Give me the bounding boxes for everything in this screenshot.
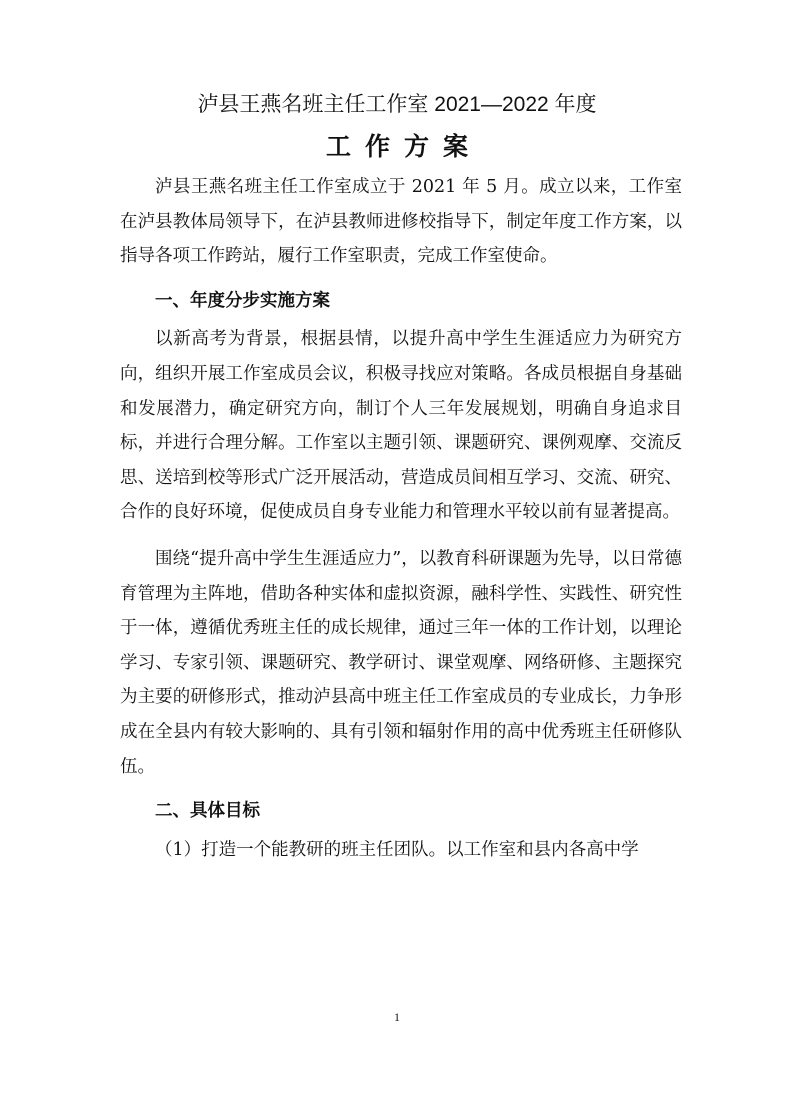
section1-paragraph-1: 以新高考为背景，根据县情，以提升高中学生生涯适应力为研究方向，组织开展工作室成员会议，积极寻找应对策略。各成员根据自身基础和发展潜力，确定研究方向，制订个人三年发展规划，明确自身追求目标，并进行合理分解。工作室以主题引领、课题研究、课例观摩、交流反思、送培到校等形式广泛开展活动，营造成员间相互学习、交流、研究、合作的良好环境，促使成员自身专业能力和管理水平较以前有显著提高。 [120, 329, 682, 523]
document-subtitle: 工作方案 [325, 132, 482, 161]
intro-paragraph: 泸县王燕名班主任工作室成立于 2021 年 5 月。成立以来，工作室在泸县教体局领导下，在泸县教师进修校指导下，制定年度工作方案，以指导各项工作跨站，履行工作室职责，完成工作室使命。 [120, 177, 682, 267]
page-number: 1 [394, 1010, 400, 1024]
section-heading-1: 一、年度分步实施方案 [155, 290, 330, 311]
document-title: 泸县王燕名班主任工作室 2021—2022 年度 [197, 93, 597, 116]
section1-paragraph-2: 围绕“提升高中学生生涯适应力”，以教育科研课题为先导，以日常德育管理为主阵地，借助各种实体和虚拟资源，融科学性、实践性、研究性于一体，遵循优秀班主任的成长规律，通过三年一体的工作计划，以理论学习、专家引领、课题研究、教学研讨、课堂观摩、网络研修、主题探究为主要的研修形式，推动泸县高中班主任工作室成员的专业成长，力争形成在全县内有较大影响的、具有引领和辐射作用的高中优秀班主任研修队伍。 [120, 548, 682, 777]
section2-paragraph-1: （1）打造一个能教研的班主任团队。以工作室和县内各高中学 [155, 839, 639, 860]
section-heading-2: 二、具体目标 [155, 801, 260, 822]
document-body [120, 170, 682, 867]
